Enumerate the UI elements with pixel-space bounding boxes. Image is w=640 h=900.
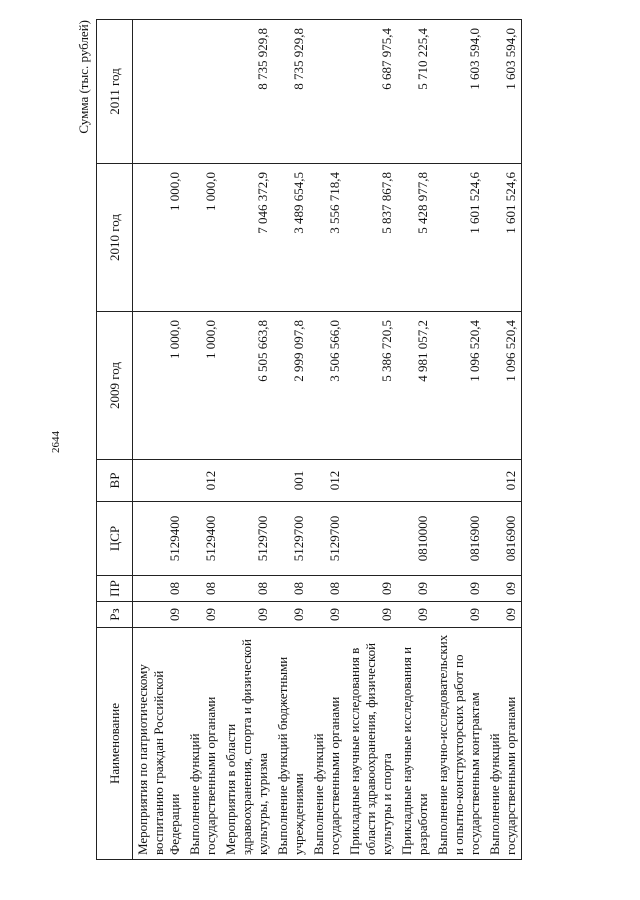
row-name: Мероприятия по патриотическому воспитанию граждан Российской Федерации [133,628,186,860]
row-csr: 0816900 [433,502,485,576]
row-rz: 09 [485,602,522,628]
row-2010: 1 601 524,6 [485,164,522,312]
row-vr: 001 [273,460,309,502]
row-2009: 1 096 520,4 [485,312,522,460]
row-2011: 1 603 594,0 [433,20,485,164]
row-pr: 09 [397,576,433,602]
header-2011: 2011 год [97,20,133,164]
row-vr [221,460,273,502]
row-rz: 09 [133,602,186,628]
table-row [273,20,309,860]
units-label: Сумма (тыс. рублей) [76,20,91,134]
row-2009: 2 999 097,8 [273,312,309,460]
row-pr: 08 [309,576,345,602]
row-name: Выполнение функций государственными органами [309,628,345,860]
row-csr [345,502,397,576]
row-name: Прикладные научные исследования и разработки [397,628,433,860]
row-2010: 5 837 867,8 [345,164,397,312]
row-csr: 5129700 [273,502,309,576]
row-2010: 5 428 977,8 [397,164,433,312]
row-rz: 09 [345,602,397,628]
row-csr: 5129700 [309,502,345,576]
row-2010: 1 000,0 [133,164,186,312]
row-vr [345,460,397,502]
header-csr: ЦСР [97,502,133,576]
row-csr: 5129700 [221,502,273,576]
row-pr: 08 [273,576,309,602]
table-row [433,20,485,860]
row-rz: 09 [433,602,485,628]
header-2009: 2009 год [97,312,133,460]
table-row [485,20,522,860]
row-rz: 09 [221,602,273,628]
row-csr: 0816900 [485,502,522,576]
row-2010: 3 556 718,4 [309,164,345,312]
row-pr: 08 [185,576,221,602]
row-2011 [309,20,345,164]
row-csr: 5129400 [133,502,186,576]
row-pr: 09 [485,576,522,602]
row-rz: 09 [397,602,433,628]
row-vr [133,460,186,502]
row-name: Прикладные научные исследования в области здравоохранения, физической культуры и спорта [345,628,397,860]
row-2009: 6 505 663,8 [221,312,273,460]
table-row [221,20,273,860]
header-2010: 2010 год [97,164,133,312]
budget-table [96,19,522,860]
row-2009: 1 000,0 [185,312,221,460]
row-name: Выполнение функций бюджетными учреждениями [273,628,309,860]
row-2011 [133,20,186,164]
row-pr: 08 [133,576,186,602]
page-number: 2644 [50,431,62,453]
row-pr: 08 [221,576,273,602]
row-rz: 09 [309,602,345,628]
row-rz: 09 [185,602,221,628]
row-vr [433,460,485,502]
row-2009: 4 981 057,2 [397,312,433,460]
table-row [309,20,345,860]
row-2010: 1 601 524,6 [433,164,485,312]
row-2010: 3 489 654,5 [273,164,309,312]
row-rz: 09 [273,602,309,628]
row-name: Выполнение функций государственными органами [185,628,221,860]
row-2009: 1 096 520,4 [433,312,485,460]
header-vr: ВР [97,460,133,502]
row-2009: 1 000,0 [133,312,186,460]
row-2009: 3 506 566,0 [309,312,345,460]
header-pr: ПР [97,576,133,602]
row-2011: 1 603 594,0 [485,20,522,164]
row-name: Выполнение научно-исследовательских и опытно-конструкторских работ по государственным контрактам [433,628,485,860]
row-vr: 012 [485,460,522,502]
row-2011: 6 687 975,4 [345,20,397,164]
row-2010: 1 000,0 [185,164,221,312]
table-row [185,20,221,860]
row-csr: 5129400 [185,502,221,576]
table-header-row [97,20,133,860]
row-csr: 0810000 [397,502,433,576]
rotated-page-content [76,20,636,860]
table-row [345,20,397,860]
row-2011: 8 735 929,8 [273,20,309,164]
row-vr: 012 [185,460,221,502]
row-name: Мероприятия в области здравоохранения, спорта и физической культуры, туризма [221,628,273,860]
row-2011: 8 735 929,8 [221,20,273,164]
row-vr: 012 [309,460,345,502]
header-name: Наименование [97,628,133,860]
table-row [133,20,186,860]
row-2011 [185,20,221,164]
row-2009: 5 386 720,5 [345,312,397,460]
row-pr: 09 [345,576,397,602]
table-row [397,20,433,860]
row-vr [397,460,433,502]
row-name: Выполнение функций государственными органами [485,628,522,860]
row-2011: 5 710 225,4 [397,20,433,164]
header-rz: Рз [97,602,133,628]
row-pr: 09 [433,576,485,602]
row-2010: 7 046 372,9 [221,164,273,312]
